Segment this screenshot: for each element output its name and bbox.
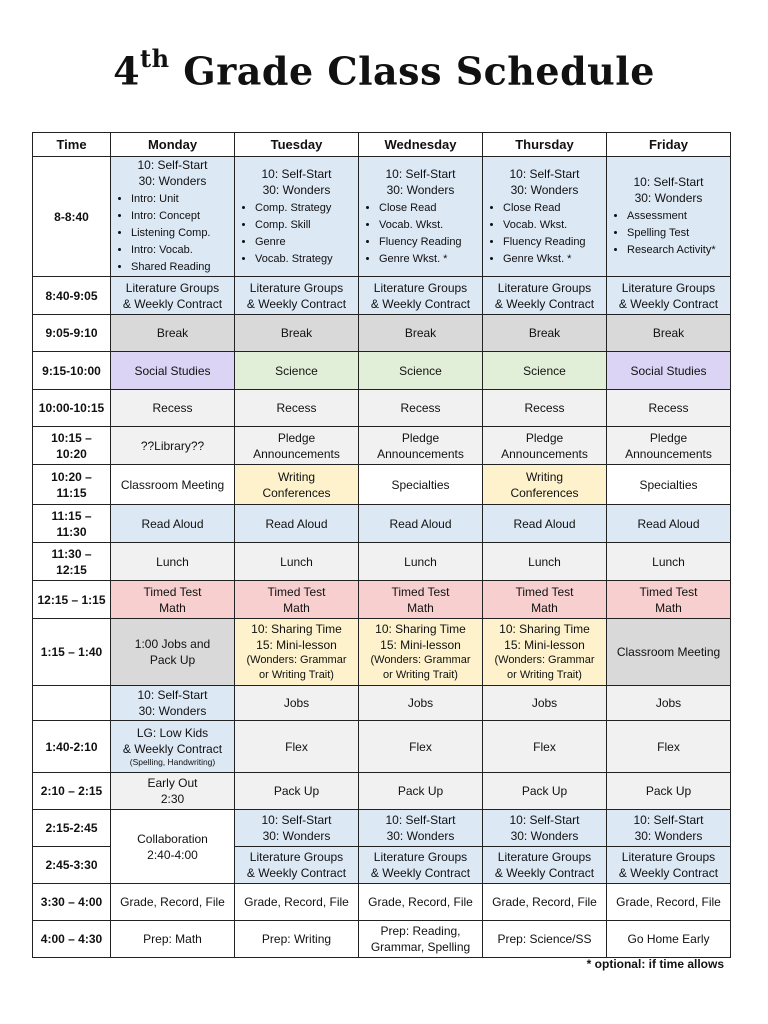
cell-line: 30: Wonders <box>634 191 703 205</box>
cell-thursday <box>483 581 607 619</box>
cell-line: Math <box>283 600 310 615</box>
cell-tuesday: Grade, Record, File <box>235 884 359 921</box>
list-item: • Spelling Test <box>627 225 728 242</box>
cell-friday: Flex <box>607 721 731 773</box>
list-item: • Shared Reading <box>131 259 232 276</box>
cell-friday <box>607 847 731 884</box>
cell-note: or Writing Trait) <box>259 669 334 681</box>
cell-monday: Classroom Meeting <box>111 465 235 505</box>
list-item: • Research Activity* <box>627 242 728 259</box>
cell-line: 10: Self-Start <box>509 813 580 827</box>
cell-monday <box>111 619 235 686</box>
cell-tuesday: Science <box>235 352 359 390</box>
cell-note: (Spelling, Handwriting) <box>129 757 216 767</box>
cell-line: & Weekly Contract <box>618 296 719 311</box>
cell-tuesday: Prep: Writing <box>235 921 359 958</box>
cell-thursday: Jobs <box>483 686 607 721</box>
cell-wednesday: Read Aloud <box>359 505 483 543</box>
cell-line: 10: Self-Start <box>385 813 456 827</box>
cell-line: 10: Self-Start <box>137 688 208 702</box>
row-1020-1115 <box>33 465 731 505</box>
row-jobs <box>33 686 731 721</box>
cell-wednesday: Break <box>359 315 483 352</box>
cell-monday <box>111 686 235 721</box>
cell-line: Math <box>531 600 558 615</box>
time-cell: 4:00 – 4:30 <box>33 921 111 958</box>
time-cell <box>33 686 111 721</box>
time-cell: 2:45-3:30 <box>33 847 111 884</box>
cell-line: Timed Test <box>143 584 202 599</box>
cell-thursday: Read Aloud <box>483 505 607 543</box>
cell-line: 15: Mini-lesson <box>380 638 461 652</box>
cell-tuesday: Recess <box>235 390 359 427</box>
cell-monday: ??Library?? <box>111 427 235 465</box>
row-400-430 <box>33 921 731 958</box>
row-215-245 <box>33 810 731 847</box>
cell-friday: Break <box>607 315 731 352</box>
cell-thursday <box>483 277 607 315</box>
cell-tuesday: Jobs <box>235 686 359 721</box>
cell-tuesday <box>235 157 359 277</box>
bullet-list <box>237 200 356 268</box>
cell-line: & Weekly Contract <box>122 296 223 311</box>
cell-friday <box>607 810 731 847</box>
time-cell: 2:15-2:45 <box>33 810 111 847</box>
time-cell: 3:30 – 4:00 <box>33 884 111 921</box>
time-cell: 10:15 – 10:20 <box>33 427 111 465</box>
time-cell: 2:10 – 2:15 <box>33 773 111 810</box>
cell-wednesday: Lunch <box>359 543 483 581</box>
title-number: 4 <box>113 48 141 94</box>
page-title <box>0 44 768 94</box>
cell-line: 10: Self-Start <box>261 813 332 827</box>
cell-line: Math <box>159 600 186 615</box>
cell-friday: Specialties <box>607 465 731 505</box>
list-item: • Vocab. Wkst. <box>379 217 480 234</box>
time-cell: 9:15-10:00 <box>33 352 111 390</box>
row-140-210 <box>33 721 731 773</box>
cell-friday <box>607 277 731 315</box>
cell-line: 2:40-4:00 <box>147 847 198 862</box>
list-item: • Comp. Skill <box>255 217 356 234</box>
row-905-910 <box>33 315 731 352</box>
title-text: Grade Class Schedule <box>169 48 655 94</box>
cell-monday: Break <box>111 315 235 352</box>
list-item: • Genre Wkst. * <box>379 251 480 268</box>
cell-line: Literature Groups <box>249 280 344 295</box>
list-item: • Intro: Unit <box>131 191 232 208</box>
cell-line: & Weekly Contract <box>494 296 595 311</box>
cell-line: Pack Up <box>149 653 196 667</box>
time-cell: 12:15 – 1:15 <box>33 581 111 619</box>
cell-note: (Wonders: Grammar <box>246 654 347 666</box>
cell-friday: Pack Up <box>607 773 731 810</box>
cell-note: or Writing Trait) <box>383 669 458 681</box>
cell-line: Announcements <box>625 446 712 461</box>
list-item: • Genre <box>255 234 356 251</box>
cell-line: Announcements <box>501 446 588 461</box>
header-friday: Friday <box>607 133 731 157</box>
cell-line: Pledge <box>649 430 688 445</box>
cell-line: Literature Groups <box>497 280 592 295</box>
cell-line: 30: Wonders <box>510 182 579 197</box>
footnote: * optional: if time allows <box>586 957 724 971</box>
list-item: • Close Read <box>379 200 480 217</box>
cell-line: 1:00 Jobs and <box>134 637 211 651</box>
cell-thursday: Prep: Science/SS <box>483 921 607 958</box>
bullet-list <box>361 200 480 268</box>
cell-line: Pledge <box>277 430 316 445</box>
cell-tuesday <box>235 465 359 505</box>
cell-line: 10: Self-Start <box>509 166 580 181</box>
cell-line: Literature Groups <box>497 850 592 864</box>
cell-monday <box>111 721 235 773</box>
cell-friday: Classroom Meeting <box>607 619 731 686</box>
cell-tuesday <box>235 619 359 686</box>
cell-wednesday: Specialties <box>359 465 483 505</box>
cell-line: 10: Sharing Time <box>251 622 342 636</box>
time-cell: 1:15 – 1:40 <box>33 619 111 686</box>
header-wednesday: Wednesday <box>359 133 483 157</box>
cell-monday: Grade, Record, File <box>111 884 235 921</box>
cell-line: & Weekly Contract <box>246 866 347 880</box>
cell-tuesday: Read Aloud <box>235 505 359 543</box>
row-330-400 <box>33 884 731 921</box>
cell-line: & Weekly Contract <box>246 296 347 311</box>
list-item: • Intro: Vocab. <box>131 242 232 259</box>
bullet-list <box>609 208 728 259</box>
cell-thursday <box>483 427 607 465</box>
list-item: • Comp. Strategy <box>255 200 356 217</box>
cell-line: Timed Test <box>639 584 698 599</box>
list-item: • Vocab. Wkst. <box>503 217 604 234</box>
cell-monday: Read Aloud <box>111 505 235 543</box>
cell-line: & Weekly Contract <box>122 742 223 756</box>
cell-line: Literature Groups <box>621 850 716 864</box>
cell-line: Announcements <box>377 446 464 461</box>
cell-line: Grammar, Spelling <box>370 940 471 954</box>
cell-line: 10: Self-Start <box>633 175 704 189</box>
cell-thursday: Recess <box>483 390 607 427</box>
time-cell: 11:15 – 11:30 <box>33 505 111 543</box>
cell-tuesday <box>235 810 359 847</box>
cell-thursday: Science <box>483 352 607 390</box>
cell-line: Timed Test <box>391 584 450 599</box>
cell-note: or Writing Trait) <box>507 669 582 681</box>
cell-line: 30: Wonders <box>510 829 579 843</box>
cell-wednesday <box>359 921 483 958</box>
cell-friday: Jobs <box>607 686 731 721</box>
header-thursday: Thursday <box>483 133 607 157</box>
row-8-840 <box>33 157 731 277</box>
cell-line: 10: Self-Start <box>385 166 456 181</box>
cell-line: Math <box>655 600 682 615</box>
cell-wednesday: Jobs <box>359 686 483 721</box>
cell-wednesday <box>359 277 483 315</box>
cell-friday: Social Studies <box>607 352 731 390</box>
cell-wednesday <box>359 847 483 884</box>
cell-thursday <box>483 465 607 505</box>
cell-thursday: Flex <box>483 721 607 773</box>
cell-thursday <box>483 847 607 884</box>
cell-line: Literature Groups <box>373 280 468 295</box>
cell-monday: Recess <box>111 390 235 427</box>
cell-monday: Social Studies <box>111 352 235 390</box>
cell-line: Pledge <box>525 430 564 445</box>
cell-line: LG: Low Kids <box>136 726 209 740</box>
row-1015-1020 <box>33 427 731 465</box>
header-time: Time <box>33 133 111 157</box>
header-tuesday: Tuesday <box>235 133 359 157</box>
cell-friday <box>607 581 731 619</box>
row-210-215 <box>33 773 731 810</box>
list-item: • Fluency Reading <box>379 234 480 251</box>
cell-thursday <box>483 619 607 686</box>
cell-wednesday: Flex <box>359 721 483 773</box>
cell-line: 30: Wonders <box>262 829 331 843</box>
cell-wednesday <box>359 427 483 465</box>
cell-friday: Recess <box>607 390 731 427</box>
cell-thursday: Grade, Record, File <box>483 884 607 921</box>
list-item: • Intro: Concept <box>131 208 232 225</box>
schedule-table <box>32 132 731 958</box>
cell-line: & Weekly Contract <box>370 296 471 311</box>
cell-wednesday <box>359 810 483 847</box>
cell-line: Writing <box>277 469 316 484</box>
time-cell: 10:00-10:15 <box>33 390 111 427</box>
time-cell: 9:05-9:10 <box>33 315 111 352</box>
cell-line: 10: Sharing Time <box>375 622 466 636</box>
cell-friday <box>607 427 731 465</box>
cell-wednesday <box>359 157 483 277</box>
cell-tuesday: Flex <box>235 721 359 773</box>
cell-line: & Weekly Contract <box>618 866 719 880</box>
cell-line: 2:30 <box>160 792 185 806</box>
cell-line: 15: Mini-lesson <box>504 638 585 652</box>
cell-monday: Lunch <box>111 543 235 581</box>
time-cell: 11:30 – 12:15 <box>33 543 111 581</box>
cell-line: Conferences <box>510 485 579 500</box>
cell-thursday <box>483 810 607 847</box>
cell-tuesday: Lunch <box>235 543 359 581</box>
cell-note: (Wonders: Grammar <box>494 654 595 666</box>
row-915-1000 <box>33 352 731 390</box>
cell-tuesday <box>235 277 359 315</box>
cell-line: Early Out <box>147 776 198 790</box>
cell-line: Math <box>407 600 434 615</box>
cell-line: 15: Mini-lesson <box>256 638 337 652</box>
row-115-140 <box>33 619 731 686</box>
cell-tuesday: Pack Up <box>235 773 359 810</box>
list-item: • Close Read <box>503 200 604 217</box>
cell-line: Collaboration <box>137 831 208 846</box>
cell-thursday: Pack Up <box>483 773 607 810</box>
cell-line: Announcements <box>253 446 340 461</box>
time-cell: 8:40-9:05 <box>33 277 111 315</box>
cell-line: 30: Wonders <box>262 182 331 197</box>
cell-line: Literature Groups <box>249 850 344 864</box>
cell-friday: Go Home Early <box>607 921 731 958</box>
row-1115-1130 <box>33 505 731 543</box>
bullet-list <box>113 191 232 276</box>
cell-tuesday <box>235 427 359 465</box>
bullet-list <box>485 200 604 268</box>
cell-line: Pledge <box>401 430 440 445</box>
time-cell: 1:40-2:10 <box>33 721 111 773</box>
cell-line: 30: Wonders <box>386 829 455 843</box>
cell-friday <box>607 157 731 277</box>
list-item: • Listening Comp. <box>131 225 232 242</box>
cell-wednesday: Recess <box>359 390 483 427</box>
row-1000-1015 <box>33 390 731 427</box>
cell-line: 30: Wonders <box>634 829 703 843</box>
cell-wednesday <box>359 619 483 686</box>
cell-monday-collaboration <box>111 810 235 884</box>
cell-monday <box>111 277 235 315</box>
cell-monday <box>111 581 235 619</box>
cell-line: Literature Groups <box>373 850 468 864</box>
time-cell: 10:20 – 11:15 <box>33 465 111 505</box>
cell-tuesday: Break <box>235 315 359 352</box>
cell-line: Timed Test <box>515 584 574 599</box>
time-cell: 8-8:40 <box>33 157 111 277</box>
cell-line: 30: Wonders <box>138 704 207 718</box>
row-840-905 <box>33 277 731 315</box>
cell-thursday <box>483 157 607 277</box>
cell-line: Timed Test <box>267 584 326 599</box>
cell-line: 10: Self-Start <box>137 158 208 172</box>
cell-line: & Weekly Contract <box>370 866 471 880</box>
row-1215-115 <box>33 581 731 619</box>
cell-wednesday <box>359 581 483 619</box>
cell-line: & Weekly Contract <box>494 866 595 880</box>
cell-line: 10: Sharing Time <box>499 622 590 636</box>
header-monday: Monday <box>111 133 235 157</box>
cell-tuesday <box>235 847 359 884</box>
header-row <box>33 133 731 157</box>
list-item: • Genre Wkst. * <box>503 251 604 268</box>
cell-friday: Grade, Record, File <box>607 884 731 921</box>
cell-line: Prep: Reading, <box>380 924 461 938</box>
cell-thursday: Lunch <box>483 543 607 581</box>
cell-line: Conferences <box>262 485 331 500</box>
cell-line: 10: Self-Start <box>633 813 704 827</box>
cell-line: Writing <box>525 469 564 484</box>
cell-wednesday: Science <box>359 352 483 390</box>
list-item: • Vocab. Strategy <box>255 251 356 268</box>
cell-tuesday <box>235 581 359 619</box>
cell-monday <box>111 773 235 810</box>
title-superscript: th <box>140 44 170 73</box>
cell-wednesday: Grade, Record, File <box>359 884 483 921</box>
cell-friday: Lunch <box>607 543 731 581</box>
cell-line: Literature Groups <box>621 280 716 295</box>
cell-thursday: Break <box>483 315 607 352</box>
cell-note: (Wonders: Grammar <box>370 654 471 666</box>
row-1130-1215 <box>33 543 731 581</box>
cell-monday <box>111 157 235 277</box>
list-item: • Assessment <box>627 208 728 225</box>
cell-line: 30: Wonders <box>386 182 455 197</box>
cell-line: 10: Self-Start <box>261 166 332 181</box>
cell-wednesday: Pack Up <box>359 773 483 810</box>
cell-line: Literature Groups <box>125 280 220 295</box>
cell-monday: Prep: Math <box>111 921 235 958</box>
list-item: • Fluency Reading <box>503 234 604 251</box>
cell-friday: Read Aloud <box>607 505 731 543</box>
cell-line: 30: Wonders <box>138 174 207 188</box>
